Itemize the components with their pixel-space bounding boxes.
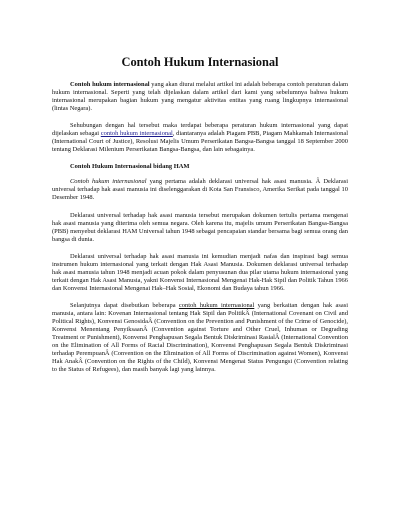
paragraph-2 bbox=[52, 122, 348, 154]
paragraph-3 bbox=[52, 178, 348, 202]
paragraph-6-before: Selanjutnya dapat disebutkan beberapa bbox=[70, 301, 179, 309]
page-title: Contoh Hukum Internasional bbox=[121, 55, 279, 69]
paragraph-6-after: yang berkaitan dengan hak asasi manusia, antara lain: Kovenan Internasional tentang Hak Sipil dan PolitikÂ (International Covenant on Civil and Political Rights), Konvensi GenosidaÂ (Convention on the Prevention and Punishment of the Crime of Genocide), Konvensi Menentang PenyiksaanÂ (Convention against Torture and Other Cruel, Inhuman or Degrading Treatment or Punishment), Konvensi Penghapusan Segala Bentuk Diskriminasi RasialÂ (International Convention on the Elimination of All Forms of Racial Discrimination), Konvensi Penghapusan Segala Bentuk Diskriminasi terhadap PerempuanÂ (Convention on the Elimination of All Forms of Discrimination against Women), Konvensi Hak AnakÂ (Convention on the Rights of the Child), Konvensi Mengenai Status Pengungsi (Convention relating to the Status of Refugees), dan masih banyak lagi yang lainnya. bbox=[52, 301, 348, 374]
paragraph-4: Deklarasi universal terhadap hak asasi manusia tersebut merupakan dokumen tertulis pertama mengenai hak asasi manusia yang diterima oleh semua negara. Oleh karena itu, majelis umum Perserikatan Bangsa-Bangsa (PBB) menyebut deklarasi HAM Universal tahun 1948 sebagai pencapaian standar bersama bagi semua orang dan bangsa di dunia. bbox=[52, 211, 348, 243]
paragraph-6-link[interactable]: contoh hukum internasional bbox=[178, 301, 255, 309]
intro-text: yang akan diurai melalui artikel ini adalah beberapa contoh peraturan dalam hukum internasional. Seperti yang telah dijelaskan dalam artikel dari kami yang sebelumnya bahwa hukum internasional merupakan bagian hukum yang mengatur aktivitas entitas yang ruang lingkupnya internasional (lintas Negara). bbox=[52, 81, 349, 113]
paragraph-2-after: , diantaranya adalah Piagam PBB, Piagam Mahkamah Internasional (International Court of Justice), Resolusi Majelis Umum Perserikatan Bangsa-Bangsa tanggal 18 September 2000 tentang Deklarasi Milenium Perserikatan Bangsa-Bangsa, dan lain sebagainya. bbox=[52, 130, 348, 154]
paragraph-3-italic-term: Contoh hukum internasional bbox=[70, 178, 147, 186]
paragraph-6 bbox=[52, 302, 348, 374]
paragraph-5: Deklarasi universal terhadap hak asasi manusia ini kemudian menjadi nafas dan inspirasi bagi semua instrumen hukum internasional yang terkait dengan Hak Asasi Manusia. Dokumen deklarasi universal terhadap hak asasi manusia tahun 1948 menjadi acuan pokok dalam penyusunan dua pilar utama hukum internasional yang terkait dengan Hak Asasi Manusia, yakni Konvensi Internasional Mengenai Hak-Hak Sipil dan Politik Tahun 1966 dan Konvensi Internasional Mengenai Hak–Hak Sosial, Ekonomi dan Budaya tahun 1966. bbox=[52, 252, 348, 292]
paragraph-3-text: yang pertama adalah deklarasi universal hak asasi manusia. Â Deklarasi universal terhadap hak asasi manusia ini diselenggarakan di Kota San Fransisco, Amerika Serikat pada tanggal 10 Desember 1948. bbox=[52, 178, 348, 202]
paragraph-2-link[interactable]: contoh hukum internasional bbox=[100, 130, 173, 138]
intro-bold-term: Contoh hukum internasional bbox=[70, 81, 150, 88]
intro-paragraph bbox=[52, 81, 348, 113]
section-heading-ham: Contoh Hukum Internasional bidang HAM bbox=[70, 163, 190, 171]
paragraph-2-before: Sehubungan dengan hal tersebut maka terdapat beberapa peraturan hukum internasional yang dapat dijelaskan sebagai bbox=[52, 122, 348, 138]
